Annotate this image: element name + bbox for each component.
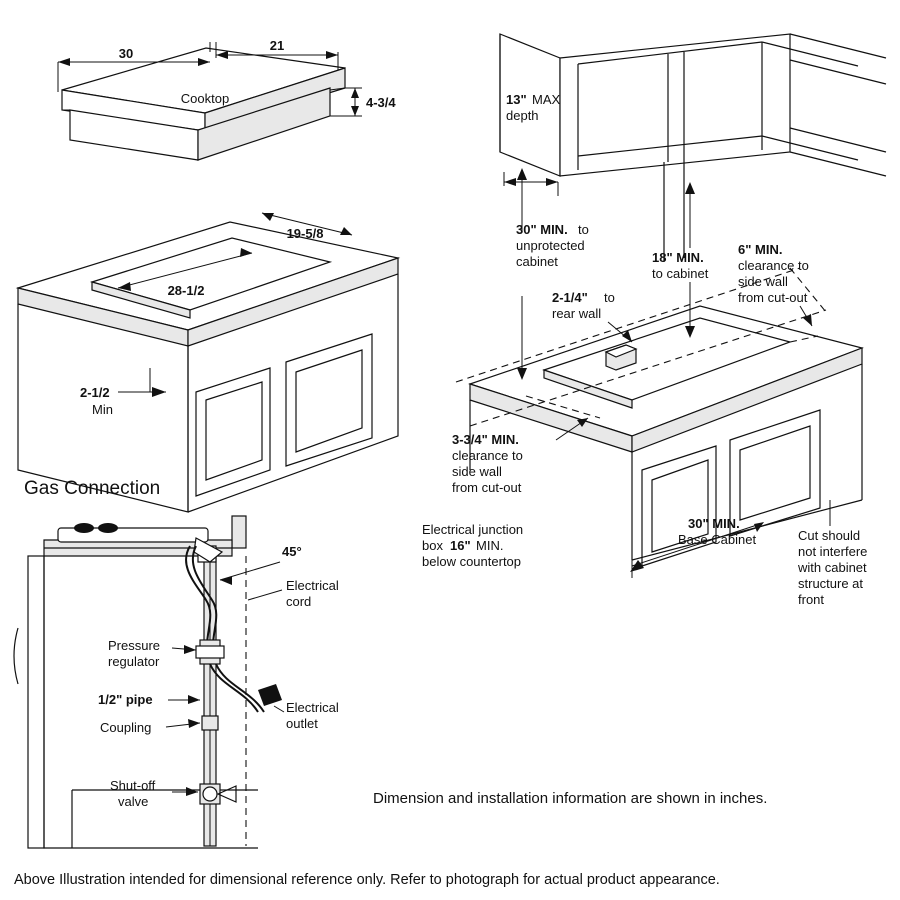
shutoff-valve-label-line2: valve xyxy=(118,794,149,809)
rear-wall-line2: rear wall xyxy=(552,306,602,321)
max-depth-value: 13" xyxy=(506,92,527,107)
dim-side-wall-clearance xyxy=(738,242,812,326)
to-cabinet-value: 18" MIN. xyxy=(652,250,704,265)
pressure-regulator-label-line2: regulator xyxy=(108,654,160,669)
side-cutout-value: 3-3/4" MIN. xyxy=(452,432,519,447)
cooktop-width-value: 30 xyxy=(118,46,134,61)
shutoff-valve-label-line1: Shut-off xyxy=(110,778,156,793)
front-edge-value: 2-1/2 xyxy=(80,385,110,400)
junction-line2-pre: box xyxy=(422,538,443,553)
dim-base-cabinet xyxy=(630,516,764,578)
rear-wall-rest: to xyxy=(604,290,615,305)
side-cutout-line2: clearance to xyxy=(452,448,523,463)
note-cut-interference xyxy=(797,500,867,607)
max-depth-line2: depth xyxy=(506,108,539,123)
footer-note: Above Illustration intended for dimensional reference only. Refer to photograph for actual product appearance. xyxy=(14,872,720,888)
cooktop-depth-value: 21 xyxy=(269,38,285,53)
cut-note-line2: not interfere xyxy=(798,544,868,559)
electrical-outlet-label-line1: Electrical xyxy=(286,700,339,715)
cut-note-line1: Cut should xyxy=(798,528,861,543)
side-wall-line4: from cut-out xyxy=(738,290,808,305)
max-depth-unit: MAX xyxy=(532,92,561,107)
base-cabinet-value: 30" MIN. xyxy=(688,516,740,531)
unprotected-line3: unprotected xyxy=(516,238,585,253)
angle-label: 45° xyxy=(282,544,302,559)
base-cabinet-line2: Base Cabinet xyxy=(678,532,757,547)
pressure-regulator-label-line1: Pressure xyxy=(108,638,161,653)
junction-line2-post: MIN. xyxy=(476,538,504,553)
side-cutout-line4: from cut-out xyxy=(452,480,522,495)
side-cutout-line3: side wall xyxy=(452,464,502,479)
dim-front-edge xyxy=(80,368,166,417)
pipe-label: 1/2" pipe xyxy=(98,692,153,707)
countertop-cutout-drawing xyxy=(18,222,398,512)
cut-note-line3: with cabinet xyxy=(798,560,867,575)
cooktop-height-value: 4-3/4 xyxy=(366,95,396,110)
unprotected-value: 30" MIN. xyxy=(516,222,568,237)
cooktop-label: Cooktop xyxy=(180,91,230,106)
electrical-outlet-label-line2: outlet xyxy=(286,716,318,731)
cutout-width-value: 28-1/2 xyxy=(167,283,205,298)
junction-line1: Electrical junction xyxy=(422,522,524,537)
side-wall-line3: side wall xyxy=(738,274,788,289)
unprotected-line2: to xyxy=(578,222,589,237)
note-electrical-junction-box xyxy=(422,522,523,569)
electrical-cord-label-line2: cord xyxy=(286,594,312,609)
cut-note-line5: front xyxy=(798,592,825,607)
front-edge-sub: Min xyxy=(92,402,113,417)
side-wall-line2: clearance to xyxy=(738,258,809,273)
cutout-depth-value: 19-5/8 xyxy=(286,226,324,241)
coupling-label: Coupling xyxy=(100,720,152,735)
units-note: Dimension and installation information are shown in inches. xyxy=(373,790,768,807)
dim-cooktop-height xyxy=(330,88,396,116)
junction-line2-bold: 16" xyxy=(450,538,471,553)
cut-note-line4: structure at xyxy=(798,576,864,591)
gas-connection-title: Gas Connection xyxy=(24,478,161,499)
electrical-cord-label-line1: Electrical xyxy=(286,578,339,593)
junction-line3: below countertop xyxy=(422,554,522,569)
rear-wall-value: 2-1/4" xyxy=(552,290,588,305)
side-wall-value: 6" MIN. xyxy=(738,242,783,257)
unprotected-line4: cabinet xyxy=(516,254,558,269)
to-cabinet-line2: to cabinet xyxy=(652,266,709,281)
